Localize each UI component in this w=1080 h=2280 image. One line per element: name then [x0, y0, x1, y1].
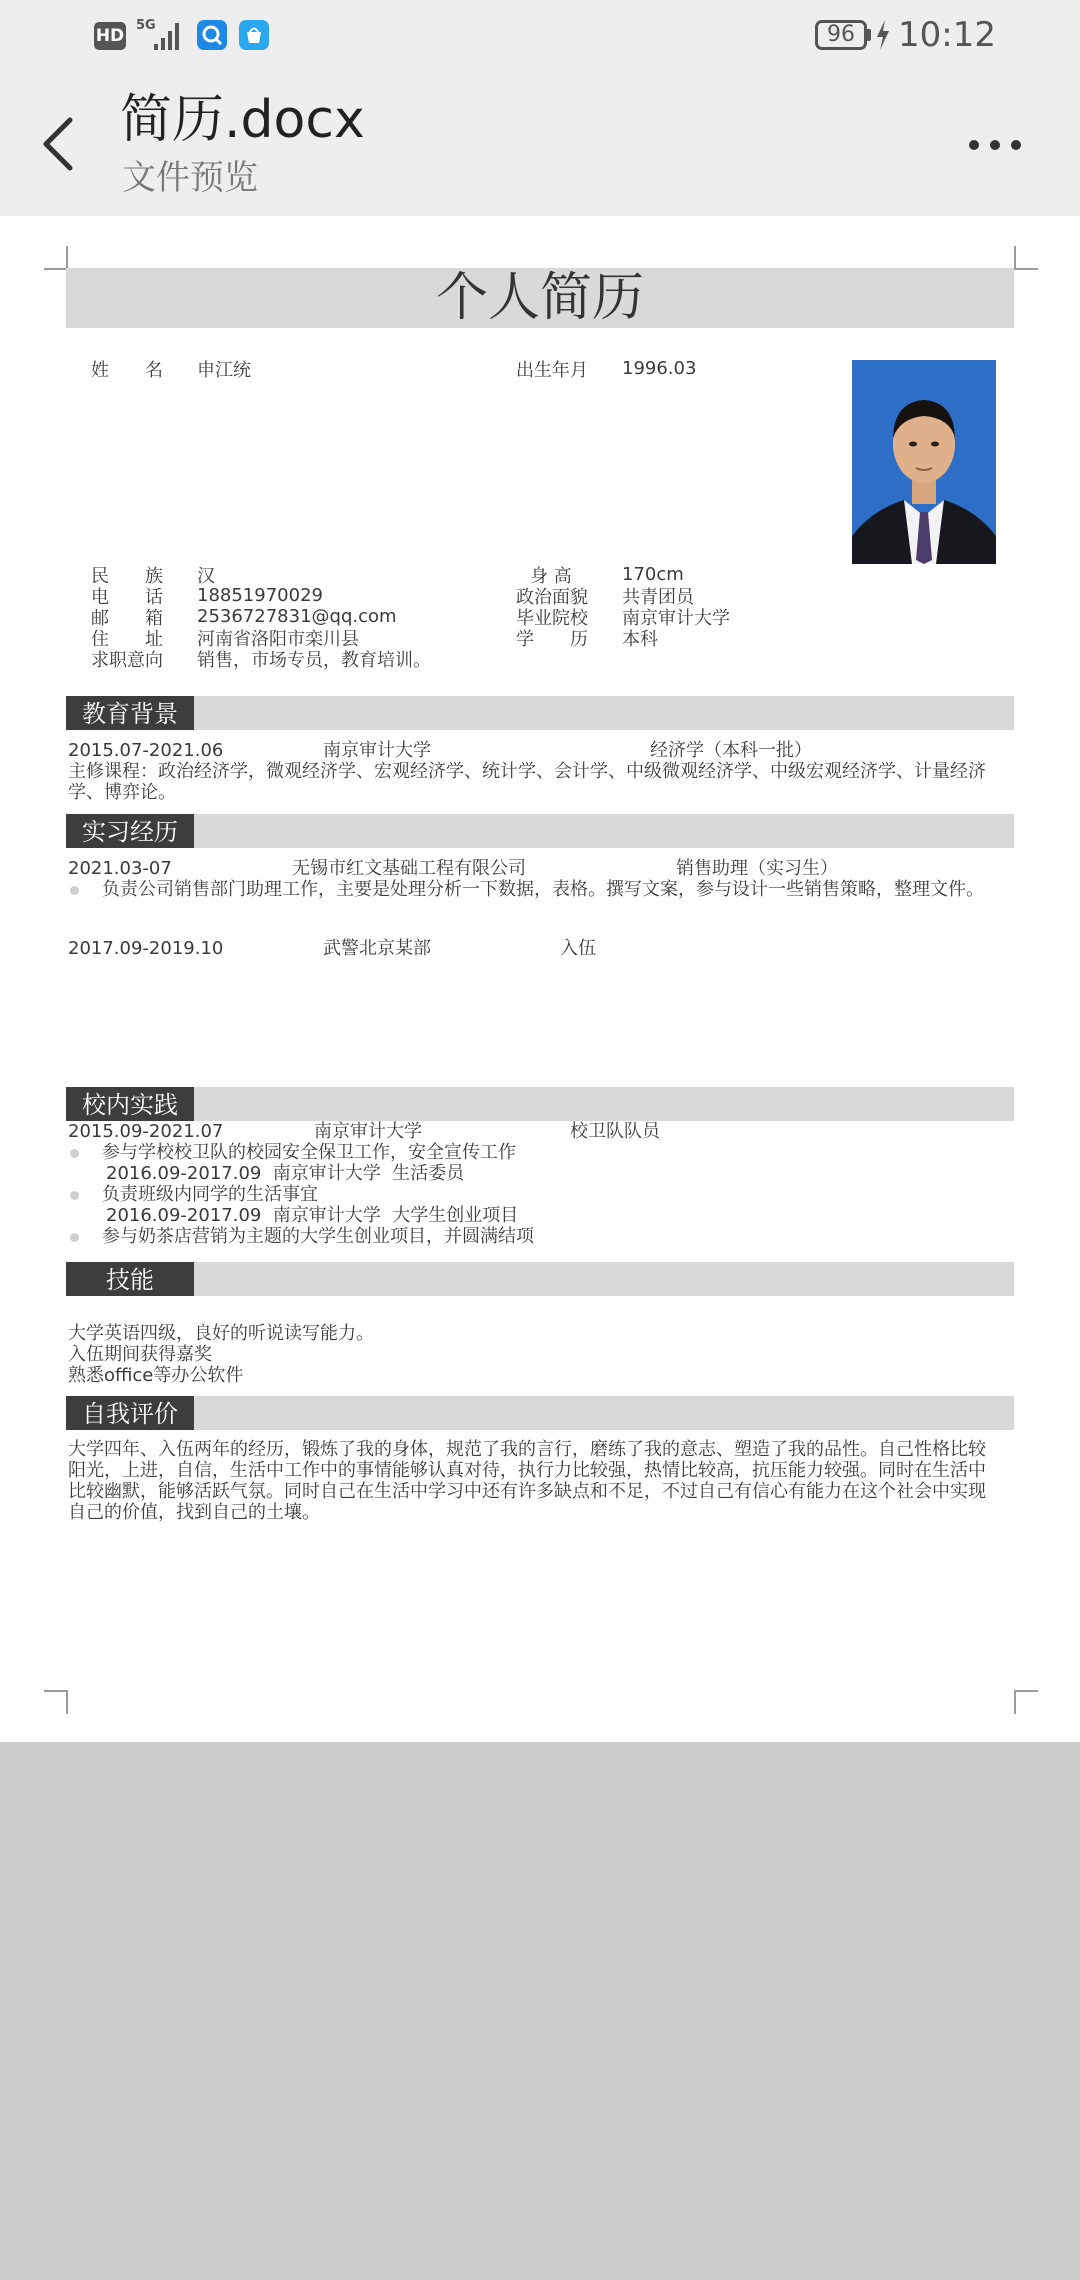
- section-self-eval: [66, 1396, 1014, 1430]
- page-subtitle: 文件预览: [122, 158, 258, 198]
- campus-sub1: 2016.09-2017.09 南京审计大学 生活委员: [106, 1163, 465, 1184]
- address-value: 河南省洛阳市栾川县: [197, 629, 359, 650]
- network-label: 5G: [136, 18, 156, 33]
- more-icon: [958, 122, 1034, 168]
- campus-item1: 参与学校校卫队的校园安全保卫工作，安全宣传工作: [102, 1142, 516, 1163]
- battery-tip: [867, 29, 871, 41]
- email-value: 2536727831@qq.com: [197, 606, 397, 627]
- bullet-icon: [70, 1233, 79, 1242]
- signal-icon: [134, 18, 186, 52]
- intern-date: 2021.03-07: [68, 858, 172, 879]
- more-button[interactable]: [958, 122, 1034, 168]
- battery-level: 96: [827, 22, 855, 47]
- name-value: 申江统: [197, 360, 251, 381]
- intern-role: 销售助理（实习生）: [676, 858, 838, 879]
- school-value: 南京审计大学: [622, 608, 730, 629]
- degree-label: 学 历: [516, 629, 588, 650]
- hd-badge: [94, 22, 126, 50]
- section-title-skills: 技能: [66, 1262, 194, 1296]
- politics-label: 政治面貌: [516, 587, 588, 608]
- army-period: 2017.09-2019.10: [68, 938, 224, 959]
- hd-label: HD: [95, 26, 125, 46]
- battery-icon: [815, 20, 867, 50]
- phone-value: 18851970029: [197, 585, 323, 606]
- school-label: 毕业院校: [516, 608, 588, 629]
- section-title-internship: 实习经历: [66, 814, 194, 848]
- resume-title: 个人简历: [435, 268, 644, 328]
- search-app-icon: [197, 20, 227, 50]
- clock: 10:12: [898, 15, 996, 55]
- campus-role: 校卫队队员: [570, 1121, 660, 1142]
- document-preview[interactable]: [0, 216, 1080, 1742]
- height-label: 身 高: [530, 566, 572, 587]
- degree-value: 本科: [622, 629, 658, 650]
- ethnicity-label: 民 族: [91, 566, 163, 587]
- name-label: 姓 名: [91, 360, 163, 381]
- skills-line1: 大学英语四级，良好的听说读写能力。: [68, 1323, 374, 1344]
- section-internship: [66, 814, 1014, 848]
- resume-title-bar: [66, 268, 1014, 328]
- politics-value: 共青团员: [622, 587, 694, 608]
- army-role: 入伍: [560, 938, 596, 959]
- phone-label: 电 话: [91, 587, 163, 608]
- intent-label: 求职意向: [91, 650, 163, 671]
- top-bar: [0, 0, 1080, 216]
- birth-label: 出生年月: [516, 360, 588, 381]
- crop-mark-tl: [44, 246, 68, 270]
- intent-value: 销售，市场专员，教育培训。: [197, 650, 431, 671]
- self-eval-line1: 大学四年、入伍两年的经历，锻炼了我的身体，规范了我的言行，磨练了我的意志、塑造了我的品性。自己性格比较: [68, 1439, 986, 1460]
- bullet-icon: [70, 886, 79, 895]
- edu-courses-line1: 主修课程：政治经济学，微观经济学、宏观经济学、统计学、会计学、中级微观经济学、中级宏观经济学、计量经济: [68, 761, 986, 782]
- campus-sub2: 2016.09-2017.09 南京审计大学 大学生创业项目: [106, 1205, 519, 1226]
- birth-value: 1996.03: [622, 358, 697, 379]
- army-unit: 武警北京某部: [323, 938, 431, 959]
- charging-icon: [874, 18, 892, 52]
- edu-school: 南京审计大学: [323, 740, 431, 761]
- ethnicity-value: 汉: [197, 566, 215, 587]
- section-title-education: 教育背景: [66, 696, 194, 730]
- bullet-icon: [70, 1149, 79, 1158]
- crop-mark-bl: [44, 1690, 68, 1714]
- back-arrow-icon: [30, 108, 90, 178]
- address-label: 住 址: [91, 629, 163, 650]
- store-app-icon: [239, 20, 269, 50]
- campus-item2: 负责班级内同学的生活事宜: [102, 1184, 318, 1205]
- campus-school: 南京审计大学: [314, 1121, 422, 1142]
- intern-company: 无锡市红文基础工程有限公司: [292, 858, 526, 879]
- profile-photo: [852, 360, 996, 564]
- self-eval-line3: 比较幽默，能够活跃气氛。同时自己在生活中学习中还有许多缺点和不足，不过自己有信心有能力在这个社会中实现: [68, 1481, 986, 1502]
- height-value: 170cm: [622, 564, 684, 585]
- section-skills: [66, 1262, 1014, 1296]
- section-title-self-eval: 自我评价: [66, 1396, 194, 1430]
- self-eval-line2: 阳光，上进，自信，生活中工作中的事情能够认真对待，执行力比较强，热情比较高，抗压能力较强。同时在生活中: [68, 1460, 986, 1481]
- page-title: 简历.docx: [120, 90, 365, 150]
- skills-line2: 入伍期间获得嘉奖: [68, 1344, 212, 1365]
- section-education: [66, 696, 1014, 730]
- back-button[interactable]: [30, 108, 90, 178]
- edu-major: 经济学（本科一批）: [650, 740, 812, 761]
- crop-mark-br: [1014, 1690, 1038, 1714]
- self-eval-line4: 自己的价值，找到自己的土壤。: [68, 1502, 320, 1523]
- section-campus: [66, 1087, 1014, 1121]
- section-title-campus: 校内实践: [66, 1087, 194, 1121]
- email-label: 邮 箱: [91, 608, 163, 629]
- skills-line3: 熟悉office等办公软件: [68, 1365, 244, 1386]
- campus-period: 2015.09-2021.07: [68, 1121, 224, 1142]
- bullet-icon: [70, 1191, 79, 1200]
- edu-courses-line2: 学、博弈论。: [68, 782, 176, 803]
- intern-desc: 负责公司销售部门助理工作，主要是处理分析一下数据，表格。撰写文案，参与设计一些销售策略，整理文件。: [102, 879, 984, 900]
- edu-period: 2015.07-2021.06: [68, 740, 224, 761]
- campus-item3: 参与奶茶店营销为主题的大学生创业项目，并圆满结项: [102, 1226, 534, 1247]
- crop-mark-tr: [1014, 246, 1038, 270]
